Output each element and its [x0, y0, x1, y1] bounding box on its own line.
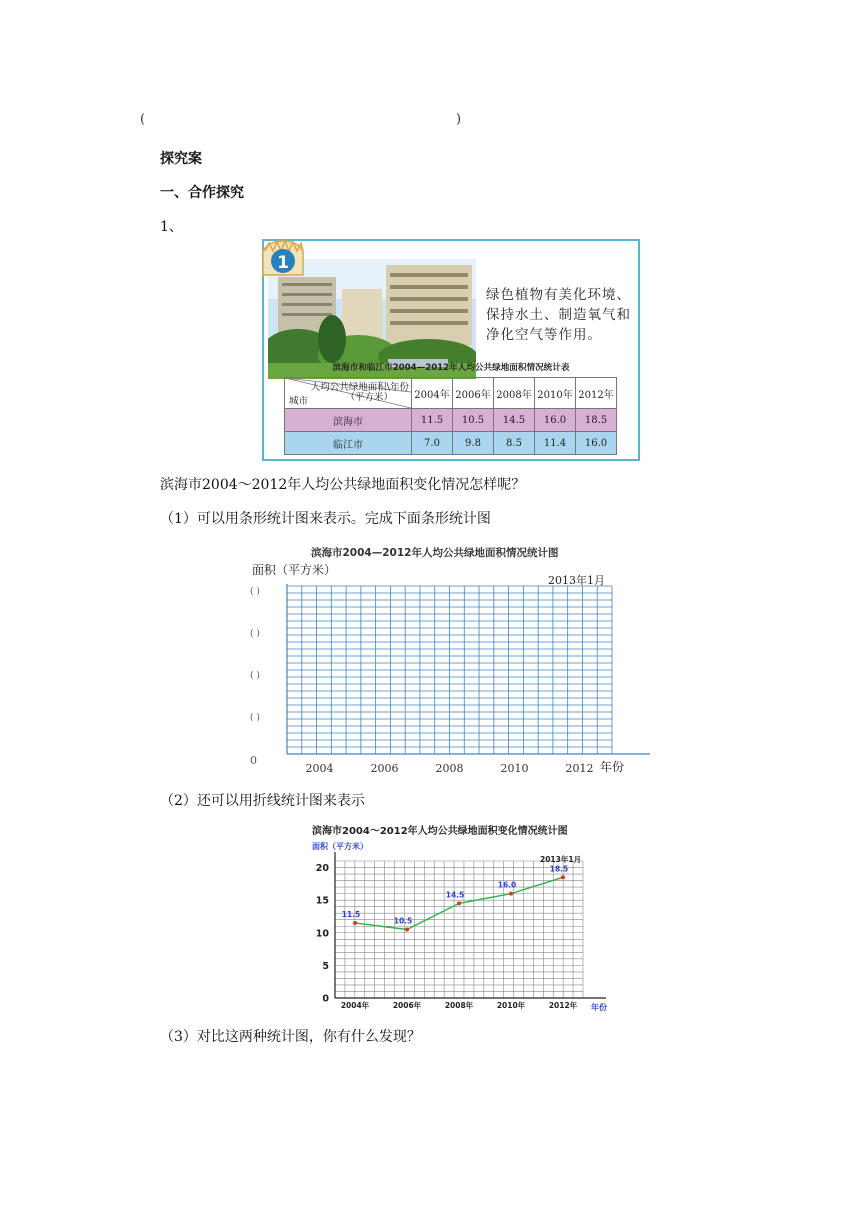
- data-label: 10.5: [393, 916, 413, 926]
- x-tick-label: 2004年: [340, 1001, 370, 1010]
- table-row: [285, 432, 617, 455]
- data-point: [561, 875, 565, 879]
- y-tick-label: ( ): [250, 713, 260, 723]
- value-cell: 9.8: [453, 432, 494, 455]
- table-diagonal-header: [285, 378, 412, 409]
- y-tick-label: 0: [322, 993, 329, 1005]
- bar-chart-x-label: 年份: [600, 760, 625, 774]
- line-chart-y-label: 面积（平方米）: [312, 842, 368, 851]
- stats-table: [284, 377, 617, 455]
- subsection-title: 一、合作探究: [160, 185, 244, 201]
- lesson-number-badge: [261, 239, 305, 277]
- figure-caption: 绿色植物有美化环境、保持水土、制造氧气和净化空气等作用。: [486, 287, 631, 343]
- data-point: [353, 921, 357, 925]
- section-title: 探究案: [160, 151, 202, 167]
- value-cell: 14.5: [494, 409, 535, 432]
- x-tick-label: 2010: [500, 762, 529, 775]
- y-tick-label: ( ): [250, 587, 260, 597]
- bar-chart-x-ticks: [306, 762, 594, 775]
- bar-chart-y-ticks: [250, 586, 260, 767]
- data-label: 11.5: [341, 909, 361, 919]
- x-tick-label: 2008年: [444, 1001, 474, 1010]
- value-cell: 10.5: [453, 409, 494, 432]
- line-chart-title: 滨海市2004～2012年人均公共绿地面积变化情况统计图: [312, 826, 568, 837]
- year-header: 2006年: [453, 378, 494, 409]
- x-tick-label: 2012年: [548, 1001, 578, 1010]
- x-tick-label: 2006: [370, 762, 399, 775]
- x-tick-label: 2004: [305, 762, 334, 775]
- x-tick-label: 2006年: [392, 1001, 422, 1010]
- paren-open: (: [140, 112, 146, 127]
- value-cell: 16.0: [535, 409, 576, 432]
- data-point: [457, 901, 461, 905]
- value-cell: 18.5: [576, 409, 617, 432]
- year-header: 2008年: [494, 378, 535, 409]
- x-tick-label: 2008: [435, 762, 464, 775]
- header-measure: 人均公共绿地面积\年份: [310, 382, 409, 393]
- paren-close: ): [456, 112, 462, 127]
- bar-chart-date: 2013年1月: [548, 574, 605, 587]
- year-header: 2004年: [412, 378, 453, 409]
- line-chart-x-label: 年份: [591, 1003, 607, 1012]
- y-tick-label: ( ): [250, 671, 260, 681]
- bar-chart-title: 滨海市2004—2012年人均公共绿地面积情况统计图: [311, 547, 559, 559]
- question-text: 滨海市2004～2012年人均公共绿地面积变化情况怎样呢？: [160, 477, 526, 493]
- item-number: 1、: [160, 219, 183, 235]
- bar-chart-y-label: 面积（平方米）: [252, 563, 337, 577]
- data-point: [509, 892, 513, 896]
- bar-chart: [240, 540, 660, 780]
- line-chart-y-ticks: [316, 863, 330, 1004]
- year-header: 2012年: [576, 378, 617, 409]
- line-chart-series: [342, 864, 569, 931]
- city-cell: 滨海市: [285, 409, 412, 432]
- data-label: 14.5: [445, 890, 465, 900]
- y-tick-label: 0: [250, 754, 257, 767]
- y-tick-label: 5: [322, 960, 329, 972]
- x-tick-label: 2012: [565, 762, 594, 775]
- line-chart: [300, 822, 630, 1016]
- question-1: （1）可以用条形统计图来表示。完成下面条形统计图: [160, 511, 491, 527]
- value-cell: 7.0: [412, 432, 453, 455]
- badge-number: 1: [277, 253, 289, 273]
- table-row: [285, 409, 617, 432]
- y-tick-label: 10: [315, 928, 329, 940]
- bar-chart-grid: [287, 584, 650, 754]
- value-cell: 16.0: [576, 432, 617, 455]
- y-tick-label: 20: [315, 863, 329, 875]
- value-cell: 11.5: [412, 409, 453, 432]
- table-title: 滨海市和临江市2004—2012年人均公共绿地面积情况统计表: [332, 363, 570, 373]
- line-chart-date: 2013年1月: [540, 855, 582, 864]
- header-unit: （平方米）: [345, 392, 393, 403]
- header-city: 城市: [289, 396, 309, 407]
- value-cell: 8.5: [494, 432, 535, 455]
- textbook-figure: [262, 239, 640, 461]
- question-2: （2）还可以用折线统计图来表示: [160, 793, 365, 809]
- y-tick-label: ( ): [250, 629, 260, 639]
- question-3: （3）对比这两种统计图，你有什么发现？: [160, 1029, 421, 1045]
- y-tick-label: 15: [315, 895, 329, 907]
- city-cell: 临江市: [285, 432, 412, 455]
- x-tick-label: 2010年: [496, 1001, 526, 1010]
- year-header: 2010年: [535, 378, 576, 409]
- data-label: 16.0: [497, 880, 517, 890]
- line-chart-x-ticks: [341, 1000, 578, 1010]
- data-point: [405, 928, 409, 932]
- data-label: 18.5: [549, 864, 569, 874]
- value-cell: 11.4: [535, 432, 576, 455]
